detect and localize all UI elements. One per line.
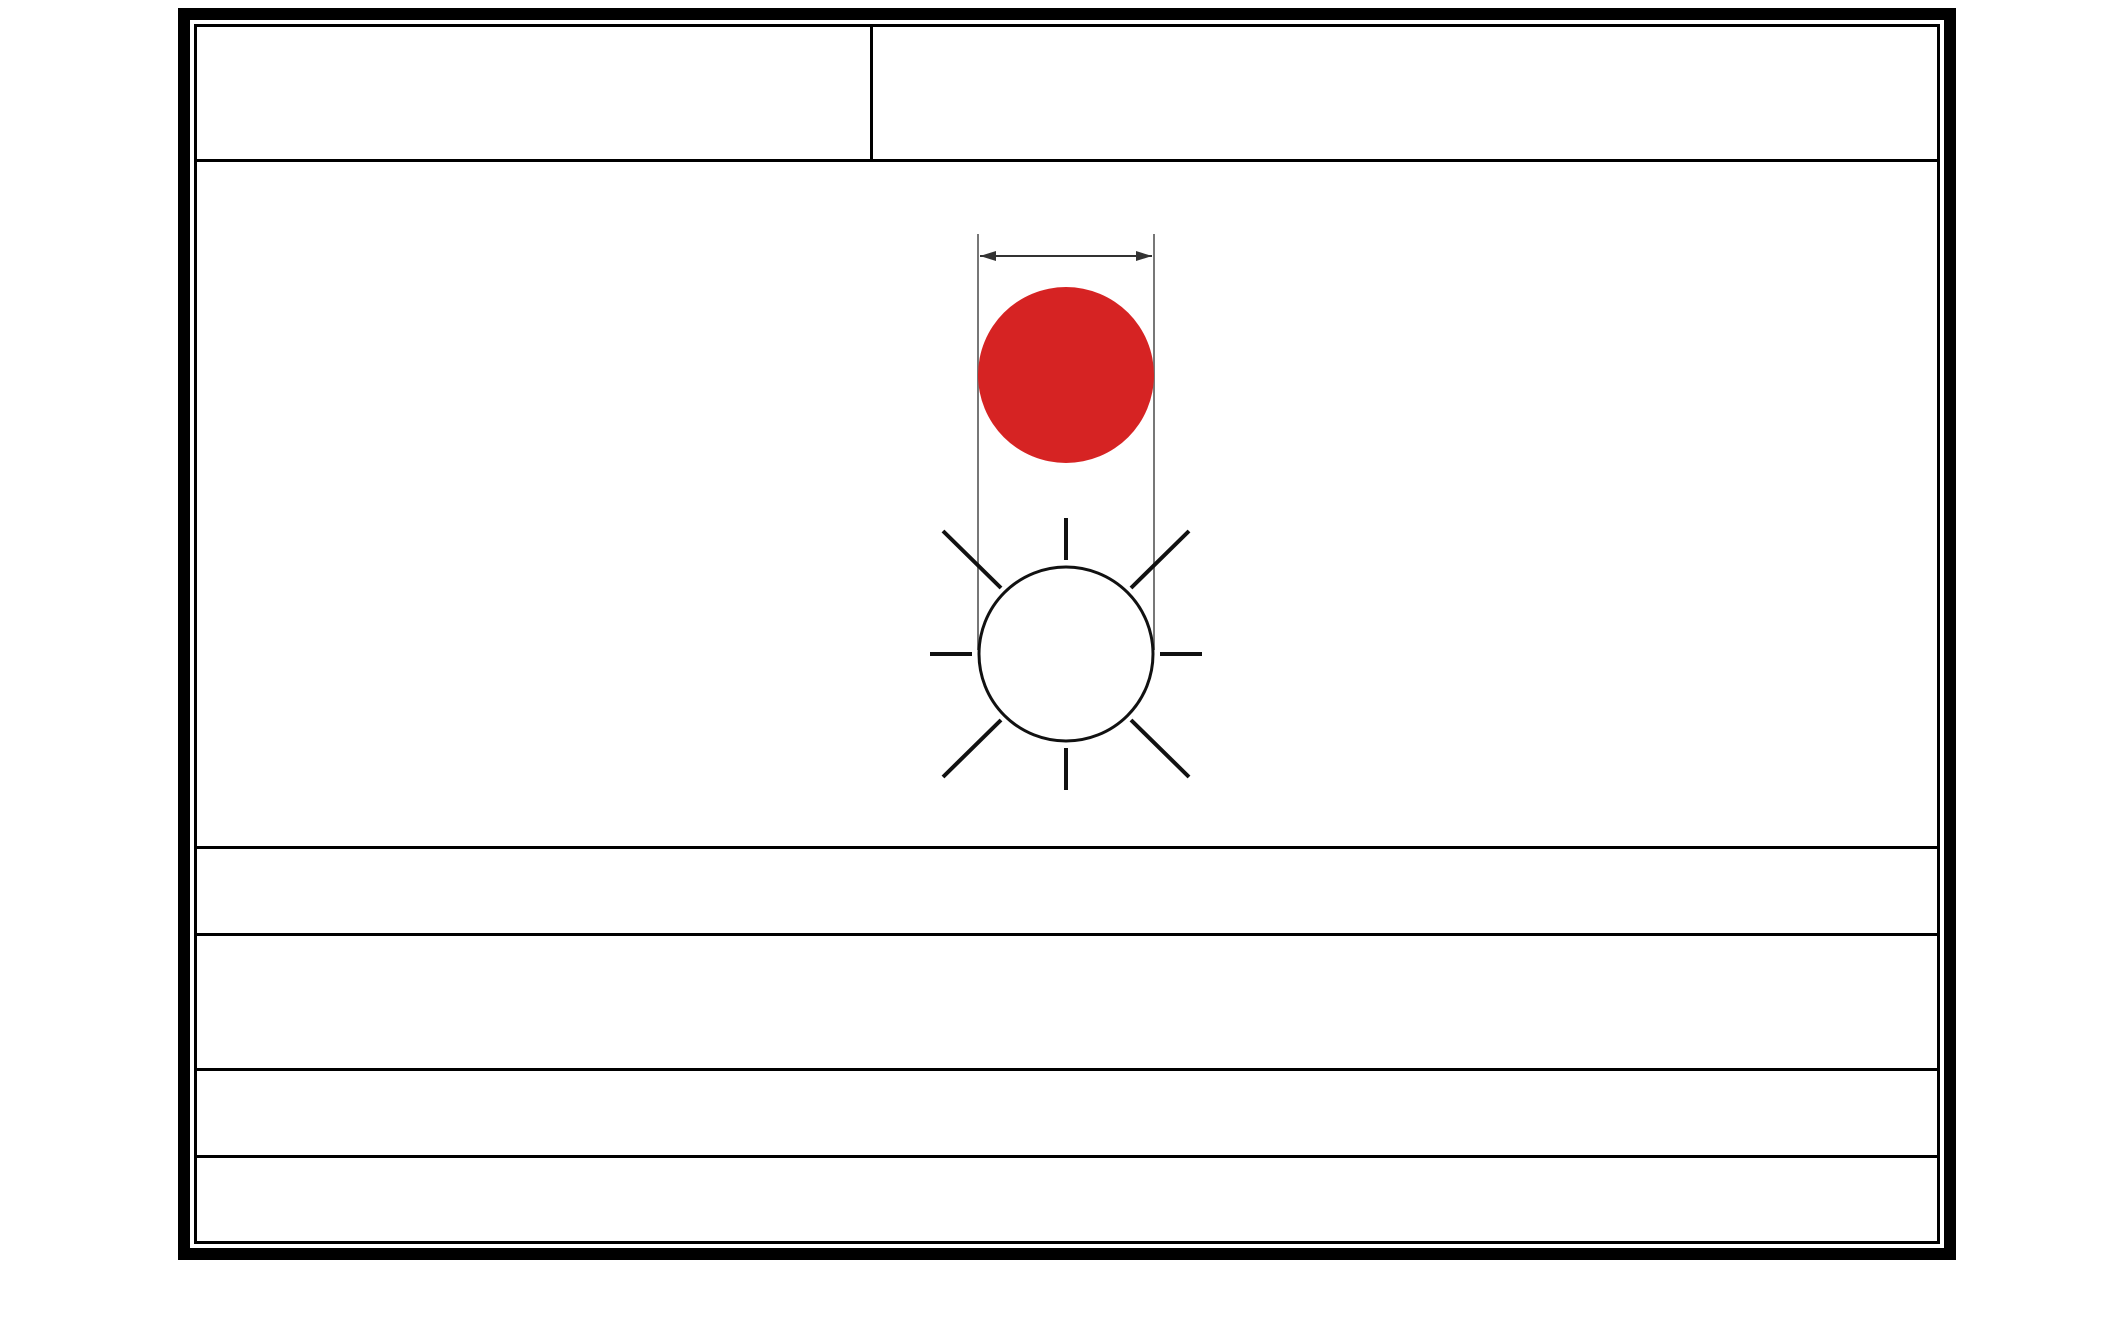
signal-scheme-diagram bbox=[900, 210, 1220, 810]
color-row-lower bbox=[373, 1001, 403, 1047]
row-divider-scheme bbox=[194, 846, 1940, 849]
dimension-arrow-left bbox=[980, 251, 996, 261]
row-divider-header bbox=[194, 159, 1940, 162]
row-divider-denominacion bbox=[194, 1155, 1940, 1158]
bottom-white-light bbox=[979, 567, 1153, 741]
dimension-arrow-right bbox=[1136, 251, 1152, 261]
row-divider-forma bbox=[194, 933, 1940, 936]
header-column-divider bbox=[870, 24, 873, 162]
row-divider-color bbox=[194, 1068, 1940, 1071]
top-red-light bbox=[978, 287, 1154, 463]
